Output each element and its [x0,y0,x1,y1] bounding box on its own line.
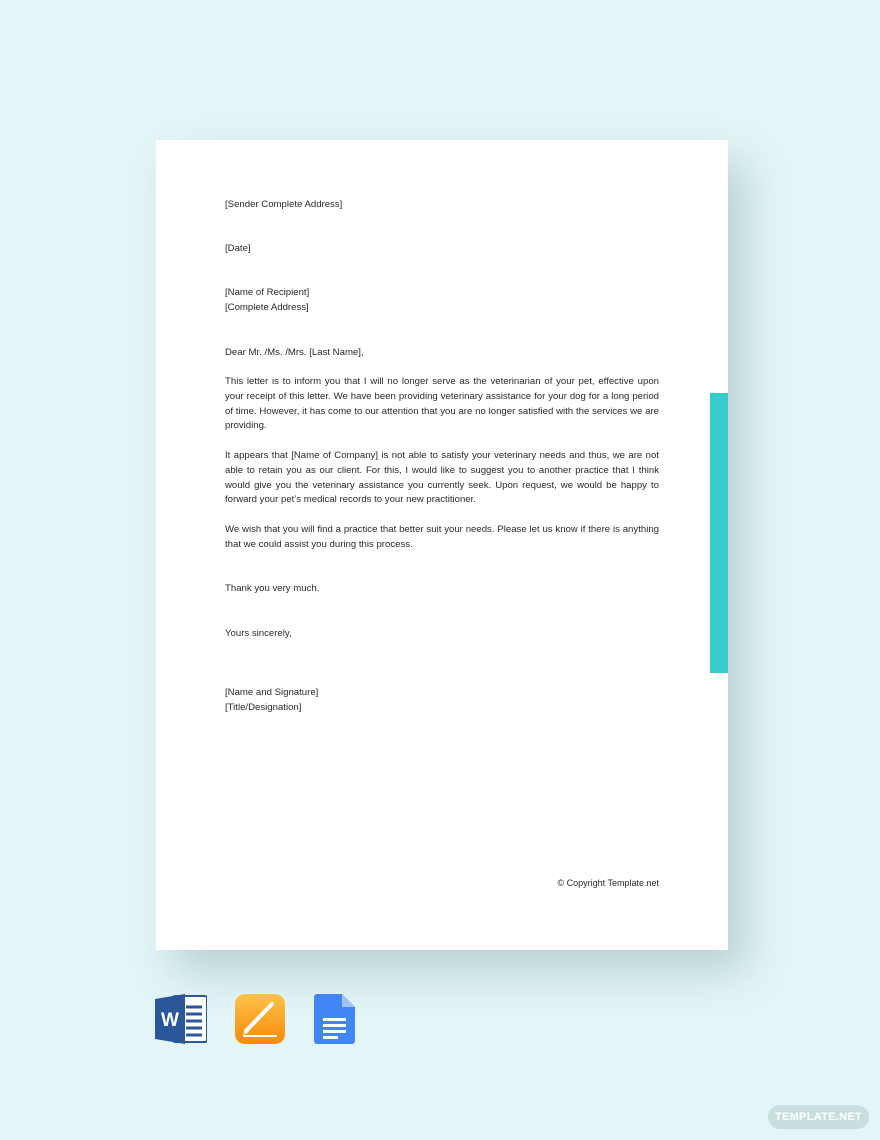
copyright-notice: © Copyright Template.net [557,878,659,888]
recipient-name: [Name of Recipient] [225,287,310,298]
date: [Date] [225,243,251,254]
template-net-watermark: TEMPLATE.NET [768,1105,869,1129]
designation-placeholder: [Title/Designation] [225,702,302,713]
closing-line: Yours sincerely, [225,628,292,639]
letter-page [156,140,728,950]
paragraph-3: We wish that you will find a practice that better suit your needs. Please let us know if there is anything that we could assist you during this process. [225,524,659,550]
docs-icon[interactable] [310,993,360,1045]
accent-bar [710,393,728,673]
signature-placeholder: [Name and Signature] [225,687,319,698]
salutation: Dear Mr. /Ms. /Mrs. [Last Name], [225,347,364,358]
sender-address: [Sender Complete Address] [225,199,343,210]
paragraph-1: This letter is to inform you that I will no longer serve as the veterinarian of your pet, effective upon your receipt of this letter. We have been providing veterinary assistance for your dog for a long period of time. However, it has come to our attention that you are no longer satisfied with the services we are providing. [225,376,659,432]
recipient-address: [Complete Address] [225,302,309,313]
paragraph-2: It appears that [Name of Company] is not able to satisfy your veterinary needs and thus, we are not able to retain you as our client. For this, I would like to suggest you to another practice that I think would give you the veterinary assistance you currently seek. Upon request, we would be happy to forward your pet’s medical records to your new practitioner. [225,450,659,506]
word-letter: W [161,1010,179,1031]
word-icon[interactable] [155,993,207,1045]
pages-icon[interactable] [234,993,286,1045]
thanks-line: Thank you very much. [225,583,320,594]
